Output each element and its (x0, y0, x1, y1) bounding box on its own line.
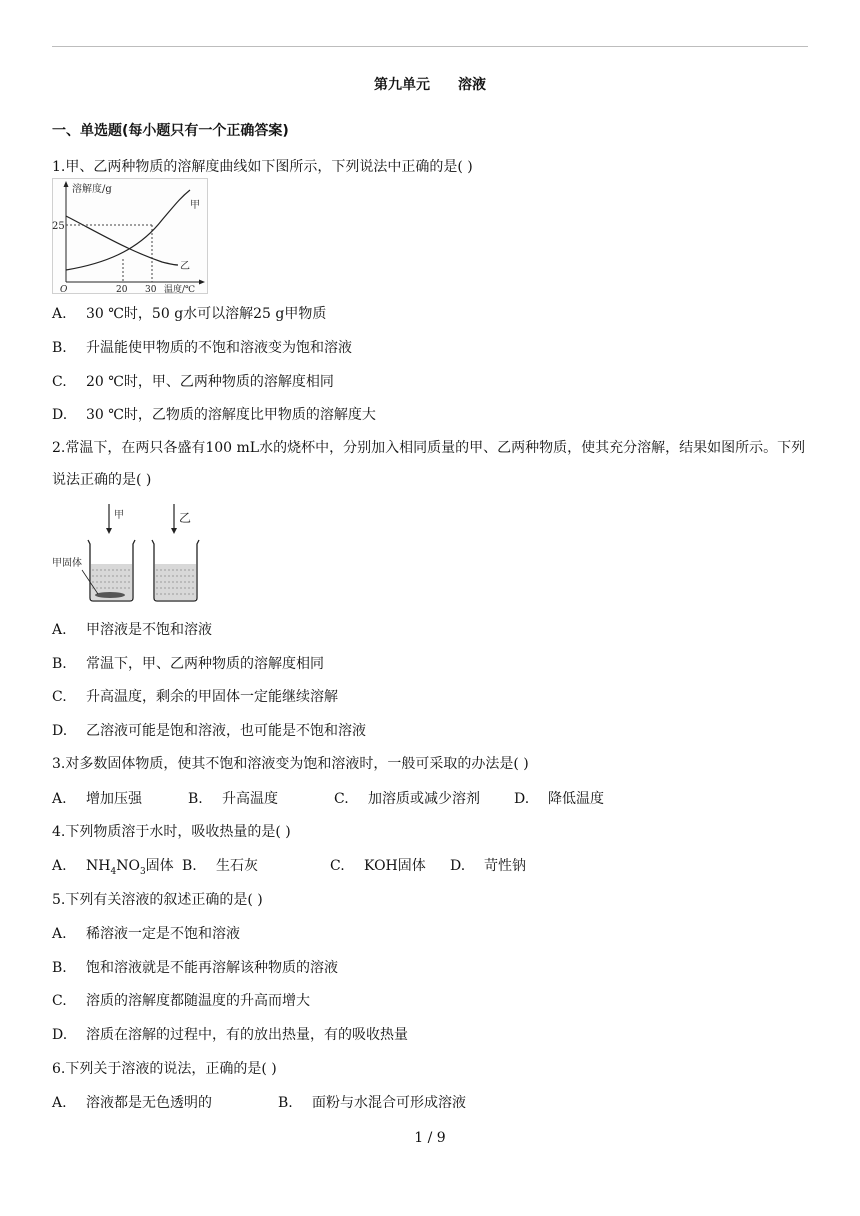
q1-option-a: A. 30 ℃时，50 g水可以溶解25 g甲物质 (52, 306, 327, 322)
title-unit: 第九单元 (374, 77, 430, 93)
beakers-figure (52, 500, 208, 606)
curve-yi-label: 乙 (180, 261, 190, 272)
q5-option-b: B. 饱和溶液就是不能再溶解该种物质的溶液 (52, 960, 338, 976)
q3-option-c: C. 加溶质或减少溶剂 (334, 791, 480, 807)
q4-option-c: C. KOH固体 (330, 858, 426, 874)
x-axis-label: 温度/℃ (164, 285, 196, 294)
q3-option-d: D. 降低温度 (514, 791, 604, 807)
solubility-curve-figure (52, 178, 208, 294)
q1-stem: 1.甲、乙两种物质的溶解度曲线如下图所示，下列说法中正确的是( ) (52, 159, 473, 175)
solid-label: 甲固体 (52, 558, 82, 569)
q6-option-a: A. 溶液都是无色透明的 (52, 1095, 212, 1111)
q1-option-c: C. 20 ℃时，甲、乙两种物质的溶解度相同 (52, 374, 334, 390)
curve-jia-label: 甲 (190, 200, 200, 211)
q3-options (52, 788, 604, 808)
q4-stem: 4.下列物质溶于水时，吸收热量的是( ) (52, 824, 291, 840)
y-axis-label: 溶解度/g (72, 184, 112, 195)
header-rule (52, 46, 808, 47)
x-tick-30: 30 (145, 285, 157, 294)
q2-option-d: D. 乙溶液可能是饱和溶液，也可能是不饱和溶液 (52, 723, 366, 739)
q2-option-b: B. 常温下，甲、乙两种物质的溶解度相同 (52, 656, 324, 672)
section-heading: 一、单选题(每小题只有一个正确答案) (52, 123, 289, 139)
q3-option-b: B. 升高温度 (188, 791, 278, 807)
q2-option-c: C. 升高温度，剩余的甲固体一定能继续溶解 (52, 689, 338, 705)
q5-option-a: A. 稀溶液一定是不饱和溶液 (52, 926, 240, 942)
beaker-label-yi: 乙 (179, 511, 192, 525)
beaker-label-jia: 甲 (114, 510, 124, 521)
page-title (0, 74, 860, 94)
q5-option-c: C. 溶质的溶解度都随温度的升高而增大 (52, 993, 310, 1009)
q4-option-a: A. $NH_4NO_3$固体 (52, 858, 174, 877)
q6-option-b: B. 面粉与水混合可形成溶液 (278, 1095, 466, 1111)
q4-options (52, 855, 526, 877)
q6-stem: 6.下列关于溶液的说法，正确的是( ) (52, 1061, 277, 1077)
q3-option-a: A. 增加压强 (52, 791, 142, 807)
origin-label: O (60, 285, 68, 294)
q4-option-b: B. 生石灰 (182, 858, 258, 874)
x-tick-20: 20 (116, 285, 128, 294)
q6-options (52, 1092, 466, 1112)
q1-option-d: D. 30 ℃时，乙物质的溶解度比甲物质的溶解度大 (52, 407, 376, 423)
y-tick-25: 25 (52, 221, 65, 232)
q5-option-d: D. 溶质在溶解的过程中，有的放出热量，有的吸收热量 (52, 1027, 408, 1043)
q1-option-b: B. 升温能使甲物质的不饱和溶液变为饱和溶液 (52, 340, 352, 356)
title-topic: 溶液 (458, 77, 486, 93)
q2-stem: 2.常温下，在两只各盛有100 mL水的烧杯中，分别加入相同质量的甲、乙两种物质，使其充分溶解，结果如图所示。下列说法正确的是( ) (52, 440, 806, 488)
q2-option-a: A. 甲溶液是不饱和溶液 (52, 622, 212, 638)
q3-stem: 3.对多数固体物质，使其不饱和溶液变为饱和溶液时，一般可采取的办法是( ) (52, 756, 529, 772)
q5-stem: 5.下列有关溶液的叙述正确的是( ) (52, 892, 263, 908)
q4-option-d: D. 苛性钠 (450, 858, 526, 874)
page-number: 1 / 9 (414, 1130, 446, 1146)
